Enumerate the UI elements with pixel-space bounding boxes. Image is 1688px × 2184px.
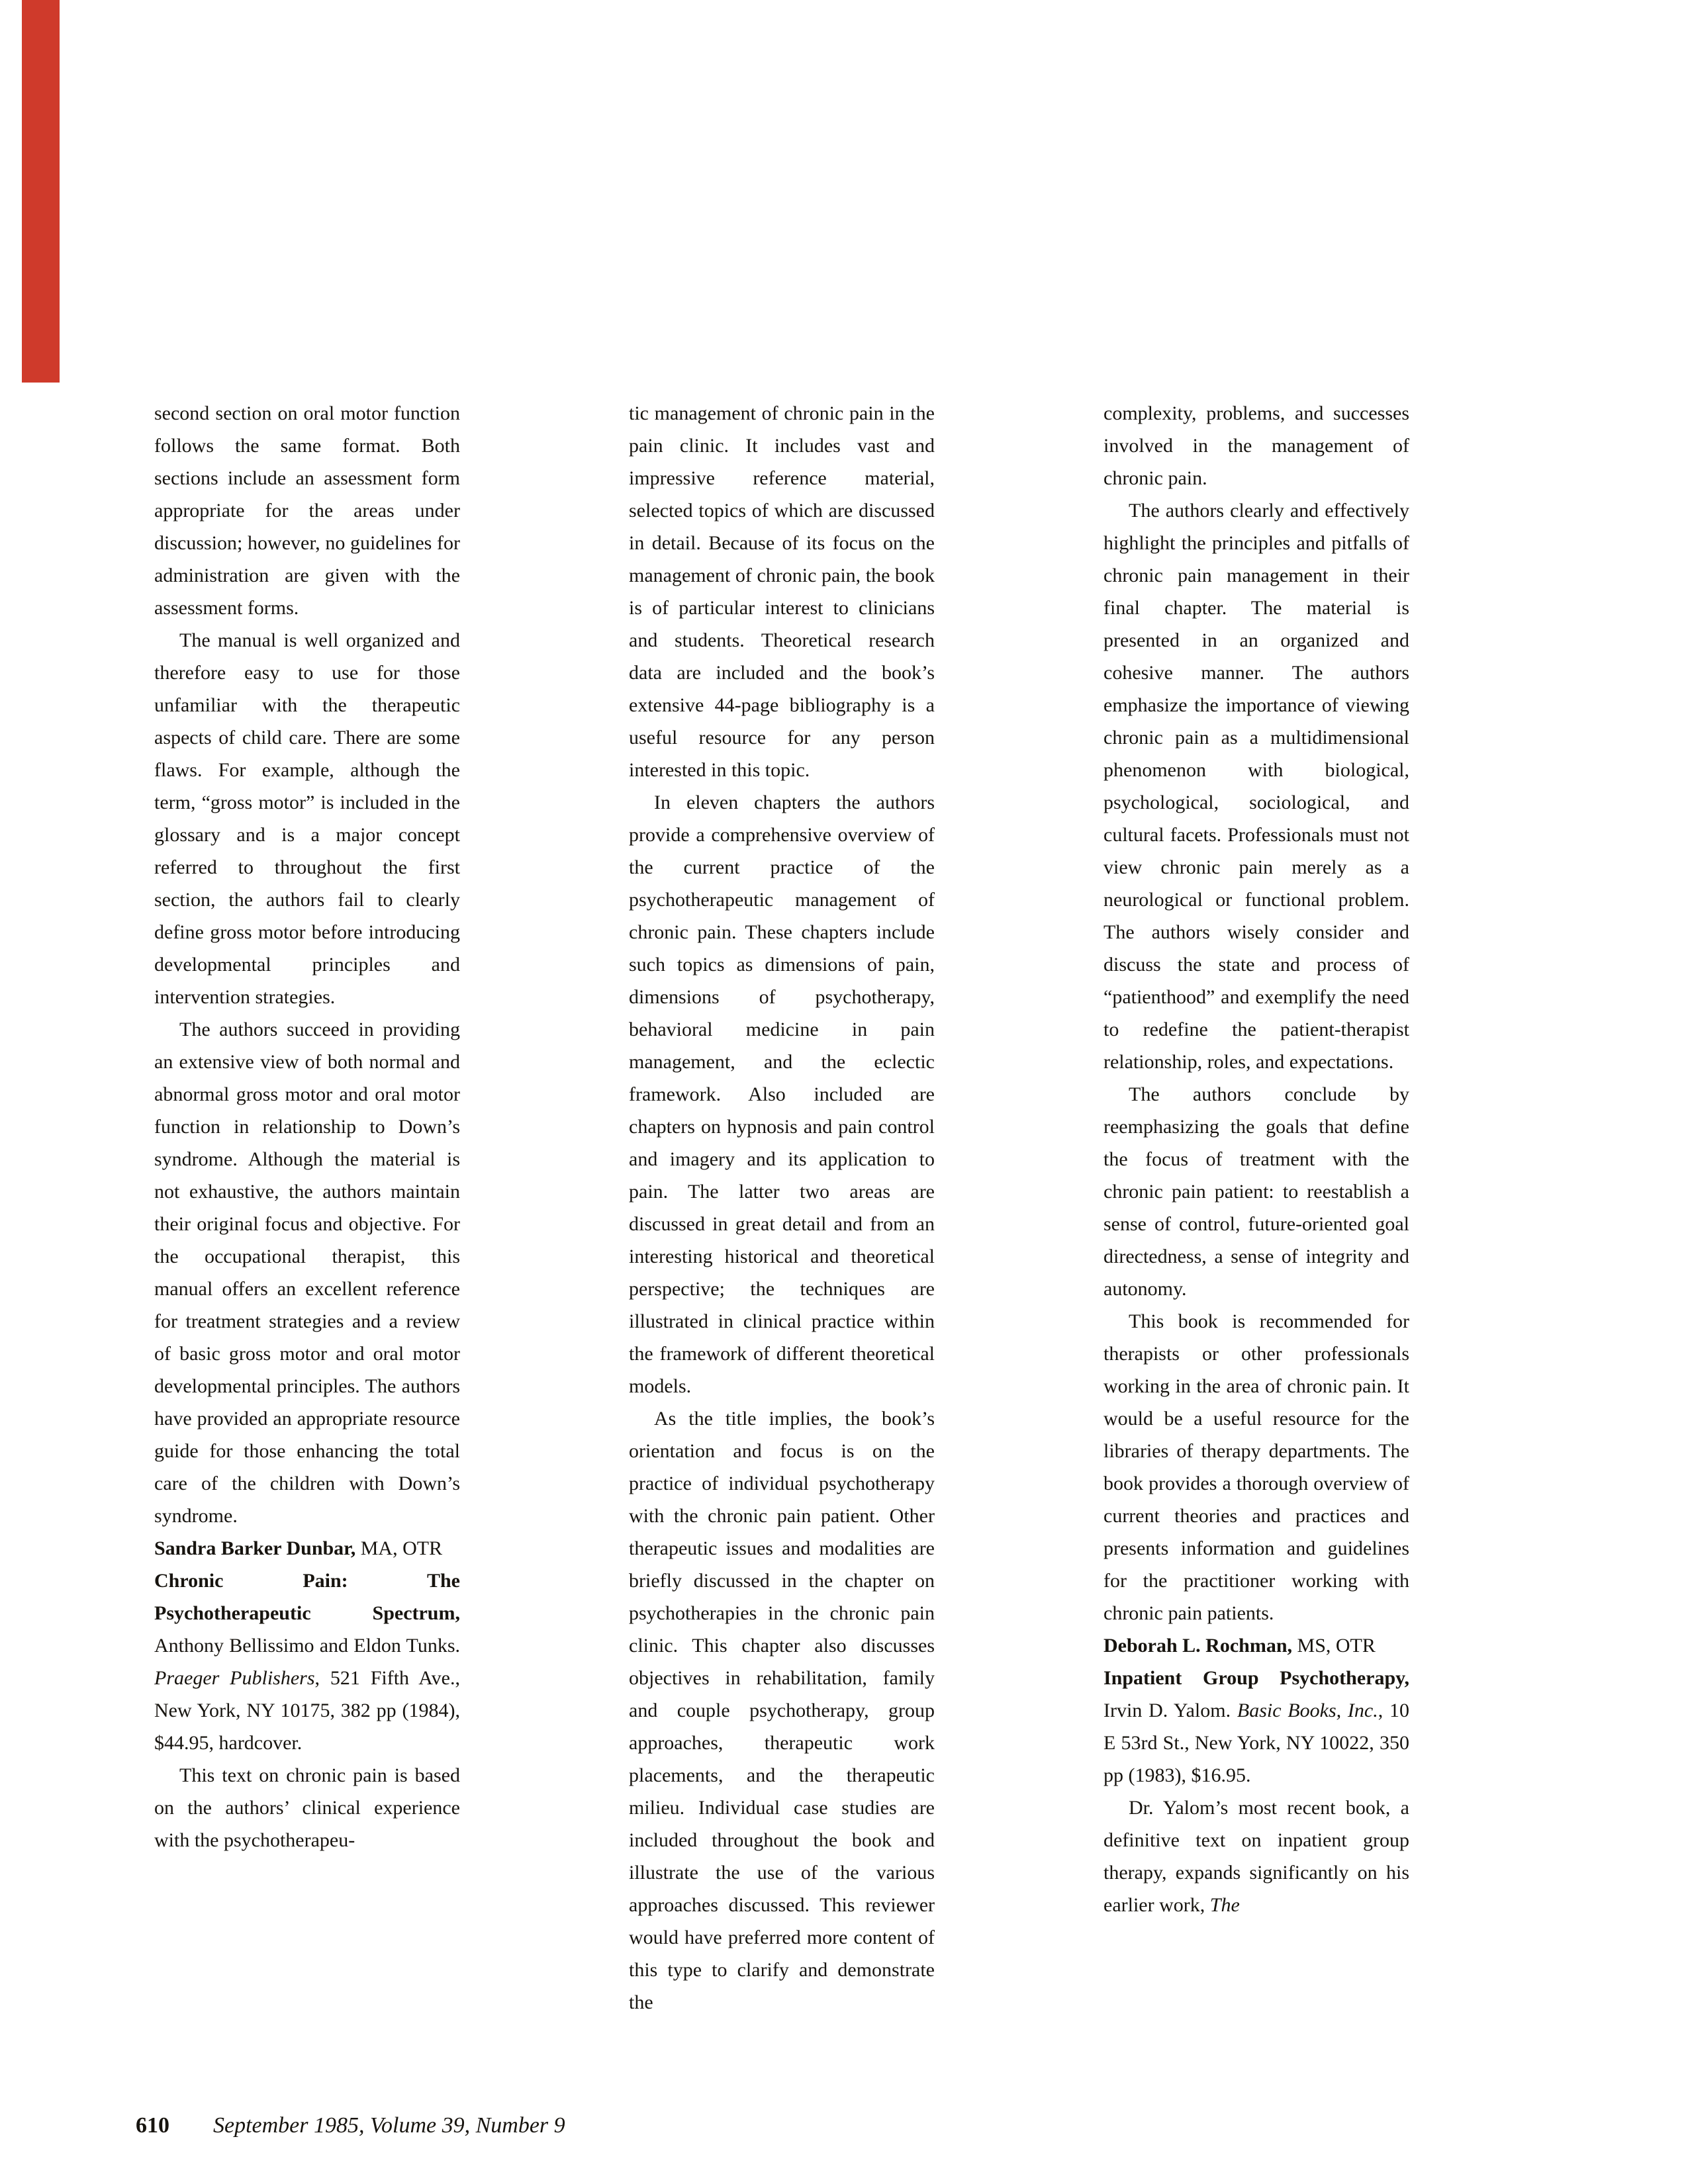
paragraph: The manual is well organized and therefore easy to use for those unfamiliar with the therapeutic aspects of child care. There are some flaws. For example, although the term, “gross motor” is included in the glossary and is a major concept referred to throughout the first section, the authors fail to clearly define gross motor before introducing developmental principles and intervention strategies. <box>154 629 460 1008</box>
paragraph: The authors clearly and effectively highlight the principles and pitfalls of chronic pain management in their final chapter. The material is presented in an organized and cohesive manner. The authors emphasize the importance of viewing chronic pain as a multidimensional phenomenon with biological, psychological, sociological, and cultural facets. Professionals must not view chronic pain merely as a neurological or functional problem. The authors wisely consider and discuss the state and process of “patienthood” and exemplify the need to redefine the patient-therapist relationship, roles, and expectations. <box>1103 500 1409 1073</box>
paragraph: second section on oral motor function follows the same format. Both sections include an assessment form appropriate for the areas under discussion; however, no guidelines for administration are given with the assessment forms. <box>154 402 460 619</box>
book-details: , 521 Fifth Ave., New York, NY 10175, 382 pp (1984), $44.95, hardcover. <box>154 1667 460 1754</box>
paragraph: The authors conclude by reemphasizing the goals that define the focus of treatment with the chronic pain patient: to reestablish a sense of control, future-oriented goal directedness, a sense of integrity and autonomy. <box>1103 1083 1409 1300</box>
column-middle <box>629 397 935 2019</box>
paragraph: This book is recommended for therapists or other professionals working in the area of chronic pain. It would be a useful resource for the libraries of therapy departments. The book provides a thorough overview of current theories and practices and presents information and guidelines for the practitioner working with chronic pain patients. <box>1103 1310 1409 1624</box>
column-left <box>154 397 460 2019</box>
book-publisher: Praeger Publishers <box>154 1667 315 1689</box>
page-footer <box>136 2113 565 2139</box>
page-number: 610 <box>136 2113 169 2138</box>
paragraph: As the title implies, the book’s orientation and focus is on the practice of individual psychotherapy with the chronic pain patient. Other therapeutic issues and modalities are briefly discussed in the chapter on psychotherapies in the chronic pain clinic. This chapter also discusses objectives in rehabilitation, family and couple psychotherapy, group approaches, therapeutic work placements, and the therapeutic milieu. Individual case studies are included throughout the book and illustrate the use of the various approaches discussed. This reviewer would have preferred more content of this type to clarify and demonstrate the <box>629 1408 935 2013</box>
paragraph: This text on chronic pain is based on the authors’ clinical experience with the psychotherapeu- <box>154 1764 460 1851</box>
book-title: Inpatient Group Psychotherapy, <box>1103 1667 1409 1689</box>
book-details: , 10 E 53rd St., New York, NY 10022, 350 pp (1983), $16.95. <box>1103 1700 1410 1786</box>
reviewer-byline <box>154 1532 460 1565</box>
reviewer-name: Sandra Barker Dunbar, <box>154 1537 356 1559</box>
referenced-work-title: The <box>1209 1894 1240 1916</box>
book-publisher: Basic Books, Inc. <box>1237 1700 1378 1721</box>
paragraph-text: Dr. Yalom’s most recent book, a definitive text on inpatient group therapy, expands significantly on his earlier work, <box>1103 1797 1409 1916</box>
paragraph: tic management of chronic pain in the pain clinic. It includes vast and impressive reference material, selected topics of which are discussed in detail. Because of its focus on the management of chronic pain, the book is of particular interest to clinicians and students. Theoretical research data are included and the book’s extensive 44-page bibliography is a useful resource for any person interested in this topic. <box>629 402 935 781</box>
book-citation <box>1103 1662 1409 1792</box>
red-corner-mark <box>22 0 60 383</box>
paragraph: The authors succeed in providing an extensive view of both normal and abnormal gross motor and oral motor function in relationship to Down’s syndrome. Although the material is not exhaustive, the authors maintain their original focus and objective. For the occupational therapist, this manual offers an excellent reference for treatment strategies and a review of basic gross motor and oral motor developmental principles. The authors have provided an appropriate resource guide for those enhancing the total care of the children with Down’s syndrome. <box>154 1019 460 1527</box>
book-authors: Anthony Bellissimo and Eldon Tunks. <box>154 1635 460 1657</box>
reviewer-name: Deborah L. Rochman, <box>1103 1635 1293 1657</box>
reviewer-credentials: MS, OTR <box>1292 1635 1376 1657</box>
book-citation <box>154 1565 460 1759</box>
book-title: Chronic Pain: The Psychotherapeutic Spectrum, <box>154 1570 460 1624</box>
reviewer-credentials: MA, OTR <box>355 1537 443 1559</box>
paragraph: In eleven chapters the authors provide a comprehensive overview of the current practice of the psychotherapeutic management of chronic pain. These chapters include such topics as dimensions of pain, dimensions of psychotherapy, behavioral medicine in pain management, and the eclectic framework. Also included are chapters on hypnosis and pain control and imagery and its application to pain. The latter two areas are discussed in great detail and from an interesting historical and theoretical perspective; the techniques are illustrated in clinical practice within the framework of different theoretical models. <box>629 792 935 1397</box>
reviewer-byline <box>1103 1629 1409 1662</box>
paragraph: complexity, problems, and successes involved in the management of chronic pain. <box>1103 402 1409 489</box>
paragraph <box>1103 1792 1409 1921</box>
text-columns <box>154 397 1409 2019</box>
column-right <box>1103 397 1409 2019</box>
issue-line: September 1985, Volume 39, Number 9 <box>213 2113 565 2138</box>
book-authors: Irvin D. Yalom. <box>1103 1700 1237 1721</box>
